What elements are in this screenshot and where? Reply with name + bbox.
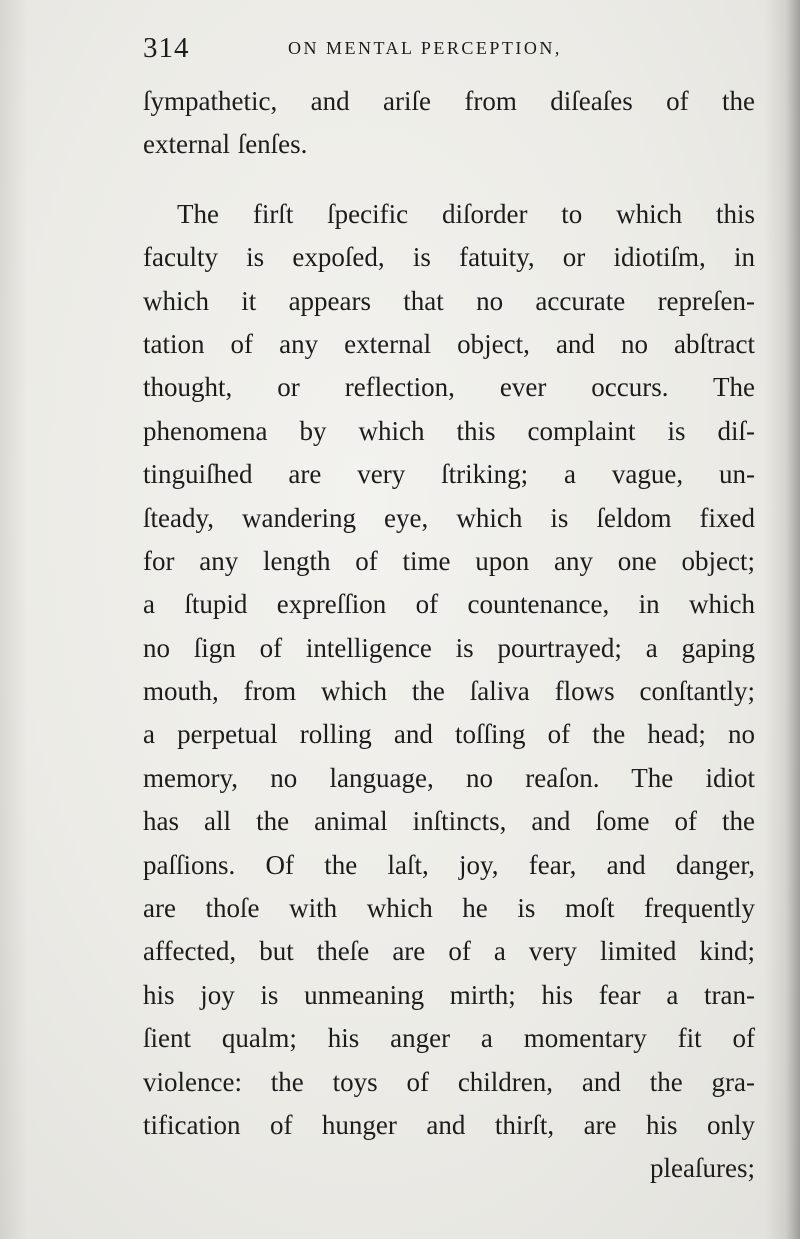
page-left-shadow — [0, 0, 28, 1239]
page-number: 314 — [143, 32, 190, 64]
text-line: tification of hunger and thirſt, are his only — [143, 1109, 755, 1140]
text-line: ſympathetic, and ariſe from diſeaſes of the — [143, 86, 755, 116]
text-line: paſſions. Of the laſt, joy, fear, and danger, — [143, 849, 755, 880]
catchword: pleaſures; — [650, 1153, 755, 1184]
page-right-shadow — [764, 0, 800, 1239]
page-header — [0, 30, 800, 70]
text-line: which it appears that no accurate repreſen- — [143, 285, 755, 316]
text-line: has all the animal inſtincts, and ſome of the — [143, 806, 755, 837]
paragraph-gap — [143, 167, 755, 193]
text-line: The firſt ſpecific diſorder to which this — [177, 198, 755, 229]
text-line: violence: the toys of children, and the gra- — [143, 1066, 755, 1097]
text-line: external ſenſes. — [143, 129, 308, 160]
text-line: thought, or reflection, ever occurs. The — [143, 372, 755, 403]
text-line: a ſtupid expreſſion of countenance, in which — [143, 589, 755, 620]
text-line: affected, but theſe are of a very limited kind; — [143, 936, 755, 967]
text-line: a perpetual rolling and toſſing of the head; no — [143, 719, 755, 750]
text-line: for any length of time upon any one object; — [143, 545, 755, 576]
text-line: memory, no language, no reaſon. The idiot — [143, 762, 755, 793]
text-line: tinguiſhed are very ſtriking; a vague, un- — [143, 459, 755, 490]
text-line: are thoſe with which he is moſt frequently — [143, 893, 755, 924]
text-line: ſient qualm; his anger a momentary fit of — [143, 1023, 755, 1054]
text-line: mouth, from which the ſaliva flows conſtantly; — [143, 676, 755, 707]
text-line: phenomena by which this complaint is diſ- — [143, 415, 755, 446]
running-head: ON MENTAL PERCEPTION, — [288, 38, 562, 58]
text-line: his joy is unmeaning mirth; his fear a tran- — [143, 979, 755, 1010]
text-line: tation of any external object, and no abſtract — [143, 328, 755, 359]
text-line: ſteady, wandering eye, which is ſeldom fixed — [143, 502, 755, 533]
text-line: faculty is expoſed, is fatuity, or idiotiſm, in — [143, 242, 755, 273]
text-line: no ſign of intelligence is pourtrayed; a gaping — [143, 632, 755, 663]
body-text — [143, 80, 755, 1191]
